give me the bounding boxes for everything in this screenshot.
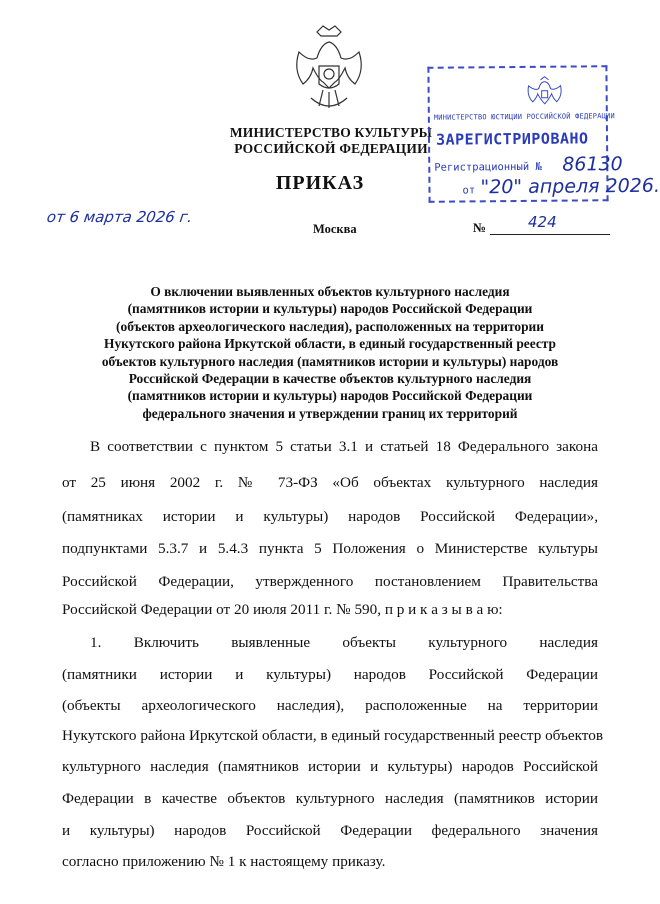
order-date-handwritten: от 6 марта 2026 г. — [45, 208, 194, 226]
heading-line: федерального значения и утверждении границ их территорий — [142, 405, 518, 421]
stamp-date-prefix: от — [462, 184, 476, 197]
body-line: 1. Включить выявленные объекты культурного наследия — [90, 634, 598, 651]
body-line: Нукутского района Иркутской области, в единый государственный реестр объектов — [62, 727, 604, 744]
body-line: подпунктами 5.3.7 и 5.4.3 пункта 5 Положения о Министерстве культуры — [62, 540, 598, 557]
body-line: от 25 июня 2002 г. № 73-ФЗ «Об объектах культурного наследия — [62, 474, 598, 491]
stamp-status: ЗАРЕГИСТРИРОВАНО — [435, 129, 589, 149]
heading-line: Российской Федерации в качестве объектов культурного наследия — [128, 371, 532, 387]
state-emblem-icon — [289, 22, 369, 118]
body-line: Российской Федерации от 20 июля 2011 г. № 590, п р и к а з ы в а ю: — [62, 601, 503, 618]
stamp-ministry: МИНИСТЕРСТВО ЮСТИЦИИ РОССИЙСКОЙ ФЕДЕРАЦИИ — [433, 112, 615, 122]
heading-line: (объектов археологического наследия), расположенных на территории — [116, 318, 544, 334]
body-line: и культуры) народов Российской Федерации федерального значения — [62, 822, 598, 839]
stamp-reg-label: Регистрационный № — [434, 160, 542, 174]
stamp-reg-number: 86130 — [562, 153, 623, 176]
order-title: ПРИКАЗ — [275, 172, 365, 194]
stamp-date-handwritten: "20" апреля 2026. — [480, 174, 660, 199]
number-underline — [490, 234, 610, 235]
heading-line: объектов культурного наследия (памятников истории и культуры) народов — [101, 353, 559, 369]
heading-line: Нукутского района Иркутской области, в единый государственный реестр — [104, 336, 556, 352]
body-line: (объекты археологического наследия), расположенные на территории — [62, 697, 598, 714]
document-heading — [50, 283, 610, 422]
body-line: В соответствии с пунктом 5 статьи 3.1 и статьей 18 Федерального закона — [90, 438, 598, 455]
body-line: Российской Федерации, утвержденного постановлением Правительства — [62, 573, 598, 590]
body-line: культурного наследия (памятников истории и культуры) народов Российской — [62, 758, 598, 775]
city-label: Москва — [313, 222, 357, 236]
ministry-line-1: МИНИСТЕРСТВО КУЛЬТУРЫ — [229, 125, 433, 140]
heading-line: (памятников истории и культуры) народов Российской Федерации — [127, 388, 533, 404]
order-number-handwritten: 424 — [528, 213, 557, 231]
heading-line: О включении выявленных объектов культурного наследия — [150, 284, 510, 299]
registration-stamp — [427, 65, 660, 203]
body-line: (памятниках истории и культуры) народов Российской Федерации», — [62, 508, 598, 525]
heading-line: (памятников истории и культуры) народов Российской Федерации — [127, 301, 533, 317]
body-line: согласно приложению № 1 к настоящему приказу. — [62, 853, 386, 870]
number-sign: № — [473, 220, 487, 235]
ministry-line-2: РОССИЙСКОЙ ФЕДЕРАЦИИ — [234, 141, 428, 156]
ministry-name — [220, 125, 442, 157]
stamp-emblem-icon — [524, 76, 564, 112]
body-line: (памятники истории и культуры) народов Российской Федерации — [62, 666, 598, 683]
body-line: Федерации в качестве объектов культурного наследия (памятников истории — [62, 790, 598, 807]
